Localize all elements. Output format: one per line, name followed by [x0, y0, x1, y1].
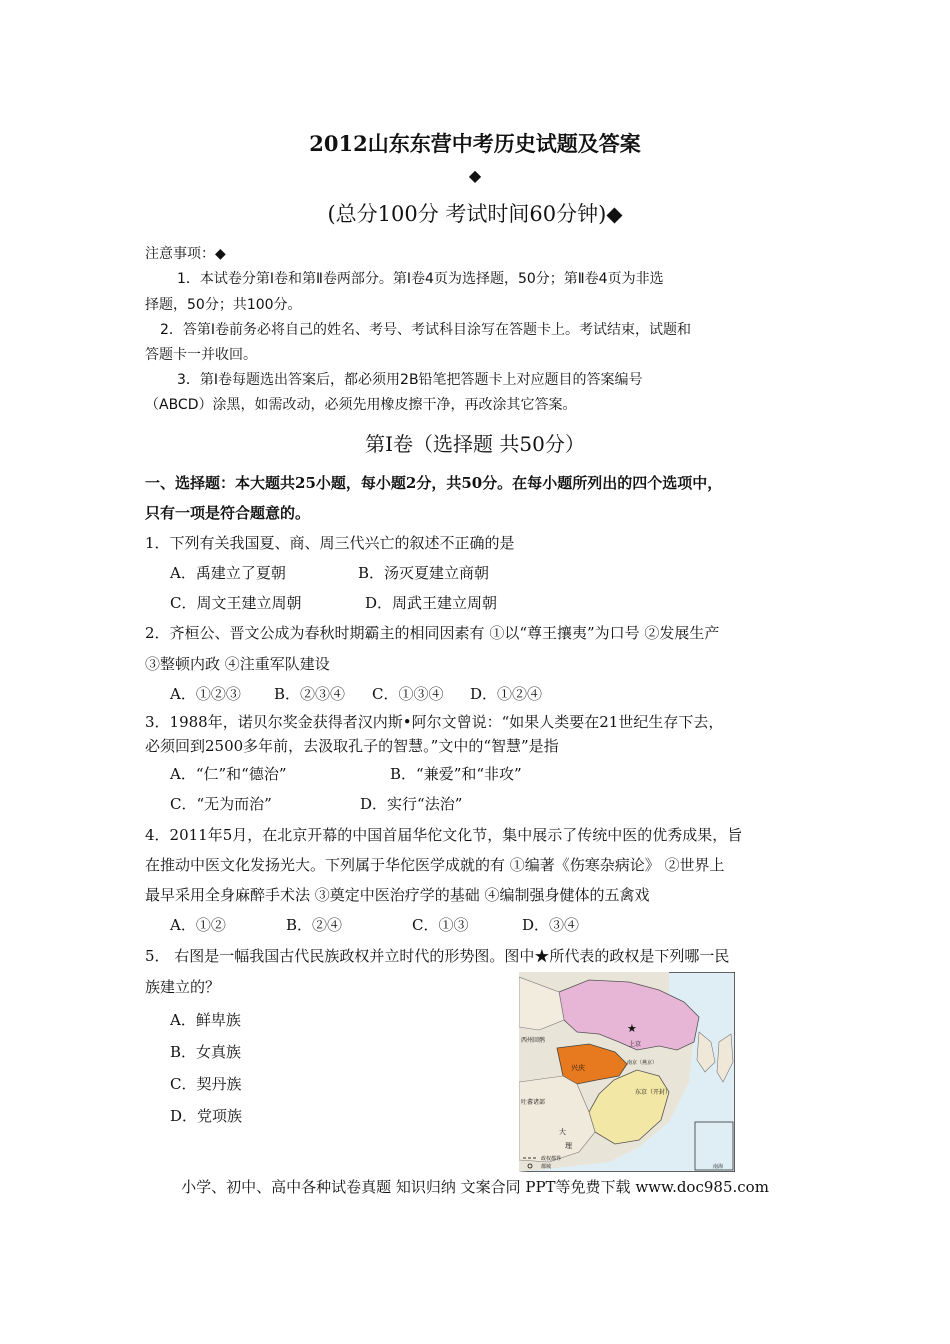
q2-option-d: D．①②④	[470, 685, 543, 703]
diamond-mark: ◆	[468, 166, 482, 185]
notice-heading: 注意事项：◆	[145, 246, 226, 262]
map-legend-capital: 都城	[541, 1164, 552, 1170]
notice-item-3-line-2: （ABCD）涂黑，如需改动，必须先用橡皮擦干净，再改涂其它答案。	[145, 397, 577, 413]
q3-option-d: D．实行“法治”	[360, 795, 463, 813]
q3-option-c: C．“无为而治”	[170, 795, 272, 813]
q4-stem-line-1: 4．2011年5月，在北京开幕的中国首届华佗文化节，集中展示了传统中医的优秀成果，旨	[145, 826, 743, 844]
q2-option-c: C．①③④	[372, 685, 444, 703]
q2-stem-line-2: ③整顿内政 ④注重军队建设	[145, 655, 330, 673]
notice-item-2-line-2: 答题卡一并收回。	[145, 347, 257, 363]
q5-option-a: A．鲜卑族	[170, 1011, 241, 1029]
q5-option-c: C．契丹族	[170, 1075, 242, 1093]
notice-item-2-line-1: 2．答第Ⅰ卷前务必将自己的姓名、考号、考试科目涂写在答题卡上。考试结束，试题和	[160, 322, 692, 338]
q1-option-a: A．禹建立了夏朝	[170, 564, 286, 582]
q4-option-a: A．①②	[170, 916, 226, 934]
map-label-li: 理	[565, 1142, 572, 1150]
q3-stem-line-1: 3．1988年，诺贝尔奖金获得者汉内斯•阿尔文曾说：“如果人类要在21世纪生存下去，	[145, 713, 724, 731]
exam-subtitle: (总分100分 考试时间60分钟)◆	[327, 202, 623, 226]
q2-option-b: B．②③④	[274, 685, 346, 703]
q4-option-c: C．①③	[412, 916, 469, 934]
q4-stem-line-3: 最早采用全身麻醉手术法 ③奠定中医治疗学的基础 ④编制强身健体的五禽戏	[145, 886, 650, 904]
section-instructions-line-1: 一、选择题：本大题共25小题，每小题2分，共50分。在每小题所列出的四个选项中，	[145, 474, 723, 492]
q1-option-d: D．周武王建立周朝	[365, 594, 498, 612]
map-label-xingqing: 兴庆	[571, 1064, 585, 1072]
q3-option-b: B．“兼爱”和“非攻”	[390, 765, 522, 783]
svg-text:★: ★	[627, 1022, 637, 1035]
map-inset-label: 南海	[713, 1164, 724, 1170]
q1-option-c: C．周文王建立周朝	[170, 594, 302, 612]
section-title: 第Ⅰ卷（选择题 共50分）	[365, 432, 585, 456]
q2-stem-line-1: 2．齐桓公、晋文公成为春秋时期霸主的相同因素有 ①以“尊王攘夷”为口号 ②发展生产	[145, 624, 720, 642]
page-title: 2012山东东营中考历史试题及答案	[309, 131, 641, 156]
section-instructions-line-2: 只有一项是符合题意的。	[145, 504, 311, 522]
map-label-xizhou: 西州回鹘	[521, 1037, 546, 1044]
q3-stem-line-2: 必须回到2500多年前，去汲取孔子的智慧。”文中的“智慧”是指	[145, 737, 559, 755]
q5-option-d: D．党项族	[170, 1107, 243, 1125]
q1-stem: 1．下列有关我国夏、商、周三代兴亡的叙述不正确的是	[145, 534, 515, 552]
historical-map	[519, 972, 735, 1172]
map-label-shangjing: 上京	[629, 1041, 642, 1048]
q3-option-a: A．“仁”和“德治”	[170, 765, 287, 783]
map-label-tubo: 吐蕃诸部	[521, 1099, 546, 1106]
q5-stem-line-1: 5． 右图是一幅我国古代民族政权并立时代的形势图。图中★所代表的政权是下列哪一民	[145, 947, 730, 965]
map-legend-border: 政权都界	[541, 1156, 562, 1162]
map-label-dongjing: 东京（开封）	[635, 1089, 672, 1096]
q5-option-b: B．女真族	[170, 1043, 242, 1061]
q2-option-a: A．①②③	[170, 685, 241, 703]
q4-option-d: D．③④	[522, 916, 580, 934]
q4-stem-line-2: 在推动中医文化发扬光大。下列属于华佗医学成就的有 ①编著《伤寒杂病论》 ②世界上	[145, 856, 725, 874]
notice-item-3-line-1: 3．第Ⅰ卷每题选出答案后，都必须用2B铅笔把答题卡上对应题目的答案编号	[177, 372, 643, 388]
q5-stem-line-2: 族建立的？	[145, 978, 221, 996]
map-label-nanjing: 南京（燕京）	[627, 1060, 658, 1066]
page-footer: 小学、初中、高中各种试卷真题 知识归纳 文案合同 PPT等免费下载 www.doc985.com	[181, 1178, 769, 1196]
q4-option-b: B．②④	[286, 916, 343, 934]
notice-item-1-line-1: 1．本试卷分第Ⅰ卷和第Ⅱ卷两部分。第Ⅰ卷4页为选择题，50分；第Ⅱ卷4页为非选	[177, 271, 664, 287]
map-label-da: 大	[559, 1128, 566, 1136]
q1-option-b: B．汤灭夏建立商朝	[358, 564, 490, 582]
notice-item-1-line-2: 择题，50分；共100分。	[145, 297, 302, 313]
